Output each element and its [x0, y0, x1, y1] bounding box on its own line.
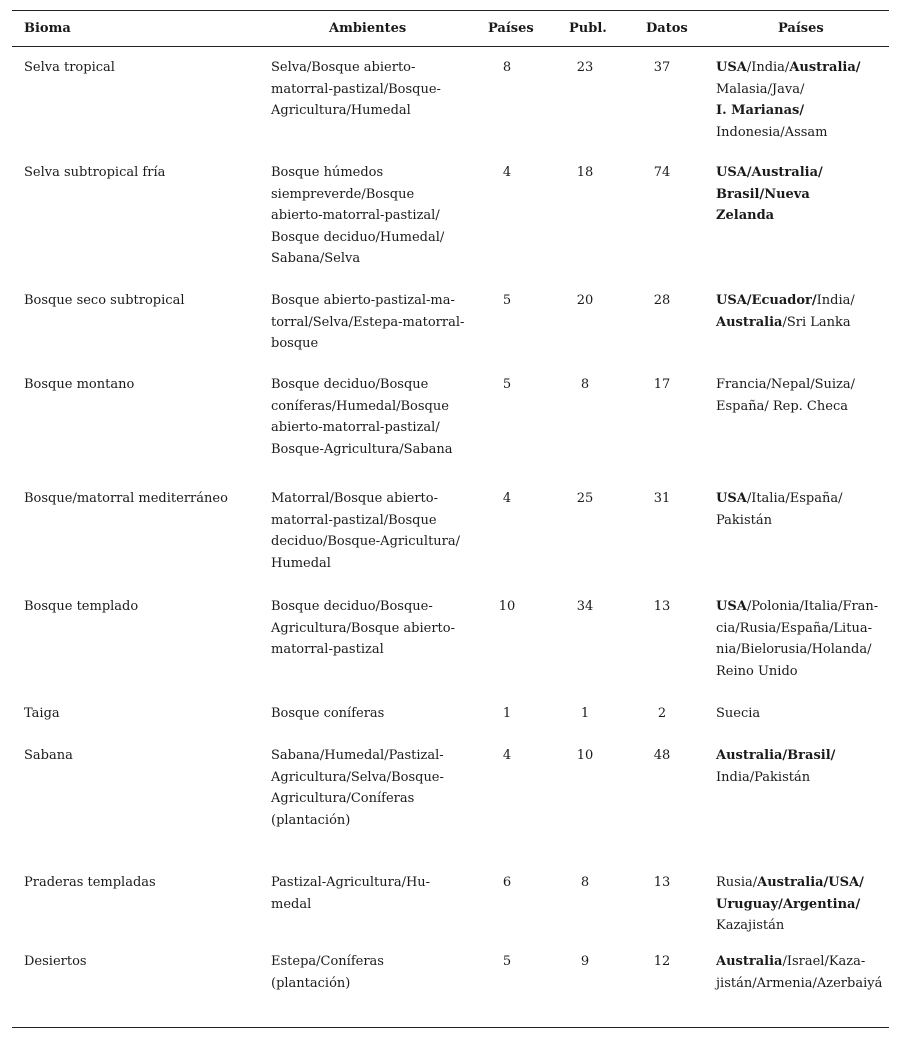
- ambientes-line: Estepa/Coníferas: [271, 954, 384, 969]
- ambientes-line: Bosque coníferas: [271, 706, 385, 721]
- countries-cell: [716, 596, 878, 682]
- bioma-cell: Bosque/matorral mediterráneo: [24, 491, 228, 506]
- bioma-cell: Taiga: [24, 706, 60, 721]
- country-text: /Sri Lanka: [782, 314, 851, 330]
- countries-line: [716, 79, 861, 101]
- countries-line: [716, 312, 855, 334]
- paises-count-cell: 5: [502, 293, 512, 308]
- bioma-cell: Selva tropical: [24, 60, 115, 75]
- ambientes-line: siempreverde/Bosque: [271, 186, 415, 202]
- bottom-rule: [12, 1027, 889, 1028]
- ambientes-line: (plantación): [271, 812, 351, 828]
- header-publ: Publ.: [569, 21, 607, 36]
- paises-count-cell: 1: [502, 706, 512, 721]
- countries-line: [716, 639, 878, 661]
- countries-line: [716, 488, 842, 510]
- countries-cell: [716, 488, 842, 531]
- countries-line: [716, 184, 823, 206]
- country-text: Pakistán: [716, 512, 772, 528]
- ambientes-line: bosque: [271, 336, 319, 351]
- country-text: España/ Rep. Checa: [716, 398, 848, 414]
- ambientes-line: coníferas/Humedal/Bosque: [271, 398, 449, 414]
- ambientes-line: Selva/Bosque abierto-: [271, 60, 416, 75]
- ambientes-line: matorral-pastizal/Bosque-: [271, 81, 441, 97]
- country-bold: Uruguay/Argentina/: [716, 896, 861, 912]
- ambientes-line: Humedal: [271, 555, 331, 571]
- bioma-cell: Desiertos: [24, 954, 87, 969]
- countries-line: [716, 510, 842, 532]
- paises-count-cell: 10: [498, 599, 516, 614]
- countries-line: [716, 618, 878, 640]
- country-text: /Polonia/Italia/Fran-: [746, 599, 879, 614]
- country-text: Malasia/Java/: [716, 81, 805, 97]
- ambientes-line: (plantación): [271, 975, 351, 991]
- publ-cell: 8: [580, 875, 590, 890]
- country-text: Rusia/: [716, 875, 758, 890]
- countries-line: [716, 872, 864, 894]
- publ-cell: 1: [580, 706, 590, 721]
- publ-cell: 20: [576, 293, 594, 308]
- datos-cell: 31: [653, 491, 671, 506]
- countries-line: [716, 596, 878, 618]
- publ-cell: 23: [576, 60, 594, 75]
- top-rule: [12, 10, 889, 11]
- ambientes-cell: [271, 703, 384, 725]
- bioma-cell: Bosque seco subtropical: [24, 293, 185, 308]
- ambientes-line: matorral-pastizal/Bosque: [271, 512, 437, 528]
- country-bold: USA/Australia/: [716, 165, 823, 180]
- ambientes-line: Bosque húmedos: [271, 165, 384, 180]
- ambientes-line: Matorral/Bosque abierto-: [271, 491, 438, 506]
- datos-cell: 2: [657, 706, 667, 721]
- country-bold: Zelanda: [716, 208, 775, 223]
- country-bold: USA: [716, 599, 747, 614]
- countries-cell: [716, 290, 855, 333]
- ambientes-line: Agricultura/Coníferas: [271, 791, 415, 806]
- ambientes-cell: [271, 374, 453, 460]
- header-datos: Datos: [646, 21, 688, 36]
- country-text: /Israel/Kaza-: [782, 954, 866, 969]
- ambientes-line: abierto-matorral-pastizal/: [271, 420, 440, 435]
- ambientes-line: Sabana/Humedal/Pastizal-: [271, 748, 444, 763]
- countries-line: [716, 915, 864, 937]
- country-text: Reino Unido: [716, 663, 798, 679]
- ambientes-line: Bosque deciduo/Bosque-: [271, 599, 433, 614]
- country-text: nia/Bielorusia/Holanda/: [716, 642, 872, 657]
- paises-count-cell: 4: [502, 165, 512, 180]
- countries-cell: [716, 162, 823, 227]
- country-bold: Australia: [716, 314, 783, 330]
- ambientes-cell: [271, 162, 444, 270]
- countries-cell: [716, 951, 882, 994]
- ambientes-cell: [271, 745, 444, 831]
- countries-line: [716, 122, 861, 144]
- datos-cell: 74: [653, 165, 671, 180]
- bioma-cell: Bosque montano: [24, 377, 135, 392]
- countries-line: [716, 290, 855, 312]
- ambientes-line: Bosque-Agricultura/Sabana: [271, 441, 453, 457]
- countries-line: [716, 374, 855, 396]
- ambientes-line: deciduo/Bosque-Agricultura/: [271, 534, 461, 549]
- country-bold: Brasil/Nueva: [716, 186, 810, 202]
- ambientes-cell: [271, 488, 460, 574]
- country-text: /Italia/España/: [746, 491, 843, 506]
- datos-cell: 17: [653, 377, 671, 392]
- countries-line: [716, 703, 760, 725]
- countries-cell: [716, 745, 835, 788]
- country-bold: I. Marianas/: [716, 103, 805, 118]
- countries-cell: [716, 872, 864, 937]
- publ-cell: 25: [576, 491, 594, 506]
- country-bold: USA: [716, 491, 747, 506]
- country-bold: USA/Ecuador/: [716, 293, 817, 308]
- country-text: Francia/Nepal/Suiza/: [716, 377, 856, 392]
- datos-cell: 37: [653, 60, 671, 75]
- country-text: /India/: [746, 60, 790, 75]
- country-bold: Australia/: [789, 60, 861, 75]
- ambientes-line: abierto-matorral-pastizal/: [271, 208, 440, 223]
- countries-line: [716, 162, 823, 184]
- country-text: jistán/Armenia/Azerbaiyá: [716, 975, 883, 991]
- publ-cell: 18: [576, 165, 594, 180]
- publ-cell: 8: [580, 377, 590, 392]
- ambientes-line: matorral-pastizal: [271, 642, 384, 657]
- header-rule: [12, 46, 889, 47]
- paises-count-cell: 8: [502, 60, 512, 75]
- country-bold: USA: [716, 60, 747, 75]
- countries-line: [716, 396, 855, 418]
- ambientes-line: Bosque abierto-pastizal-ma-: [271, 293, 455, 308]
- header-paises-list: Países: [778, 21, 824, 36]
- country-bold: Australia/USA/: [757, 875, 864, 890]
- countries-line: [716, 661, 878, 683]
- ambientes-cell: [271, 290, 464, 355]
- country-text: cia/Rusia/España/Litua-: [716, 620, 872, 636]
- header-ambientes: Ambientes: [329, 21, 407, 36]
- header-paises-count: Países: [488, 21, 534, 36]
- bioma-cell: Praderas templadas: [24, 875, 156, 890]
- datos-cell: 13: [653, 599, 671, 614]
- ambientes-line: medal: [271, 896, 312, 912]
- paises-count-cell: 6: [502, 875, 512, 890]
- paises-count-cell: 5: [502, 954, 512, 969]
- ambientes-line: Bosque deciduo/Humedal/: [271, 229, 445, 245]
- paises-count-cell: 4: [502, 748, 512, 763]
- paises-count-cell: 4: [502, 491, 512, 506]
- countries-cell: [716, 374, 855, 417]
- ambientes-line: Agricultura/Bosque abierto-: [271, 620, 455, 636]
- countries-line: [716, 951, 882, 973]
- datos-cell: 13: [653, 875, 671, 890]
- country-text: Suecia: [716, 706, 761, 721]
- ambientes-cell: [271, 951, 384, 994]
- country-text: Kazajistán: [716, 918, 785, 933]
- datos-cell: 28: [653, 293, 671, 308]
- ambientes-line: Bosque deciduo/Bosque: [271, 377, 429, 392]
- datos-cell: 48: [653, 748, 671, 763]
- country-bold: Australia/Brasil/: [716, 748, 836, 763]
- countries-line: [716, 894, 864, 916]
- ambientes-line: Sabana/Selva: [271, 251, 361, 266]
- country-text: Indonesia/Assam: [716, 124, 828, 140]
- publ-cell: 34: [576, 599, 594, 614]
- countries-line: [716, 973, 882, 995]
- countries-line: [716, 767, 835, 789]
- bioma-cell: Selva subtropical fría: [24, 165, 166, 180]
- paises-count-cell: 5: [502, 377, 512, 392]
- country-text: India/: [816, 293, 855, 308]
- publ-cell: 10: [576, 748, 594, 763]
- countries-line: [716, 205, 823, 227]
- ambientes-cell: [271, 596, 455, 661]
- ambientes-line: Pastizal-Agricultura/Hu-: [271, 875, 431, 890]
- countries-cell: [716, 703, 760, 725]
- ambientes-line: torral/Selva/Estepa-matorral-: [271, 314, 465, 330]
- country-bold: Australia: [716, 954, 783, 969]
- country-text: India/Pakistán: [716, 769, 811, 785]
- countries-line: [716, 745, 835, 767]
- datos-cell: 12: [653, 954, 671, 969]
- header-bioma: Bioma: [24, 21, 71, 36]
- ambientes-cell: [271, 872, 430, 915]
- ambientes-cell: [271, 57, 441, 122]
- publ-cell: 9: [580, 954, 590, 969]
- bioma-cell: Bosque templado: [24, 599, 139, 614]
- bioma-cell: Sabana: [24, 748, 73, 763]
- countries-line: [716, 100, 861, 122]
- countries-line: [716, 57, 861, 79]
- ambientes-line: Agricultura/Selva/Bosque-: [271, 769, 444, 785]
- countries-cell: [716, 57, 861, 143]
- ambientes-line: Agricultura/Humedal: [271, 103, 411, 118]
